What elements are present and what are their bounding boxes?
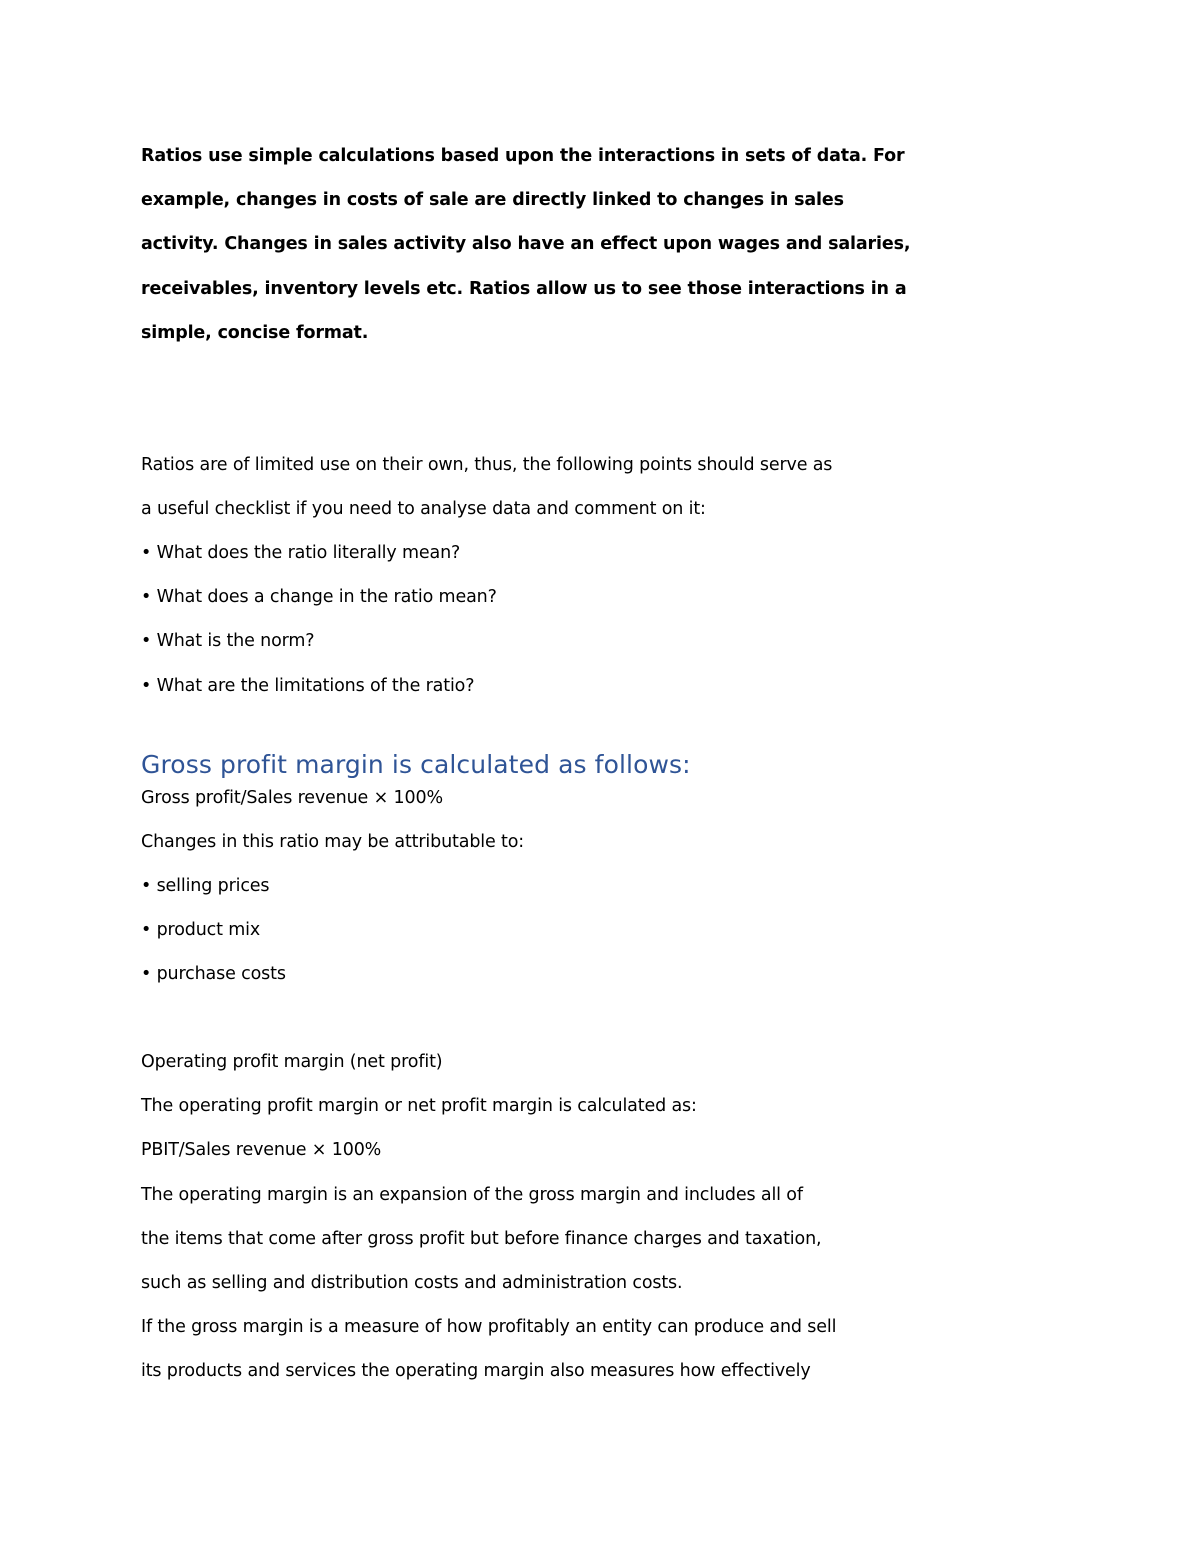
gross-profit-bullet: • selling prices [141, 876, 270, 896]
intro-line: Ratios use simple calculations based upon the interactions in sets of data. For [141, 146, 905, 166]
operating-profit-line: The operating margin is an expansion of the gross margin and includes all of [141, 1185, 803, 1205]
intro-line: activity. Changes in sales activity also have an effect upon wages and salaries, [141, 234, 911, 254]
intro-line: receivables, inventory levels etc. Ratios allow us to see those interactions in a [141, 279, 907, 299]
gross-profit-bullet: • purchase costs [141, 964, 286, 984]
checklist-bullet: • What is the norm? [141, 631, 315, 651]
checklist-bullet: • What does the ratio literally mean? [141, 543, 461, 563]
operating-profit-line: such as selling and distribution costs and administration costs. [141, 1273, 683, 1293]
gross-profit-bullet: • product mix [141, 920, 261, 940]
checklist-bullet: • What are the limitations of the ratio? [141, 676, 475, 696]
operating-profit-formula: PBIT/Sales revenue × 100% [141, 1140, 382, 1160]
checklist-line: a useful checklist if you need to analyse data and comment on it: [141, 499, 706, 519]
gross-profit-formula: Gross profit/Sales revenue × 100% [141, 788, 443, 808]
operating-profit-intro: The operating profit margin or net profit margin is calculated as: [141, 1096, 697, 1116]
operating-profit-line: the items that come after gross profit but before finance charges and taxation, [141, 1229, 822, 1249]
operating-profit-title: Operating profit margin (net profit) [141, 1052, 443, 1072]
gross-profit-heading: Gross profit margin is calculated as follows: [141, 750, 691, 779]
intro-line: example, changes in costs of sale are directly linked to changes in sales [141, 190, 844, 210]
checklist-line: Ratios are of limited use on their own, thus, the following points should serve as [141, 455, 833, 475]
intro-line: simple, concise format. [141, 323, 369, 343]
gross-profit-intro: Changes in this ratio may be attributable to: [141, 832, 525, 852]
checklist-bullet: • What does a change in the ratio mean? [141, 587, 497, 607]
operating-profit-line: If the gross margin is a measure of how profitably an entity can produce and sell [141, 1317, 837, 1337]
operating-profit-line: its products and services the operating margin also measures how effectively [141, 1361, 811, 1381]
